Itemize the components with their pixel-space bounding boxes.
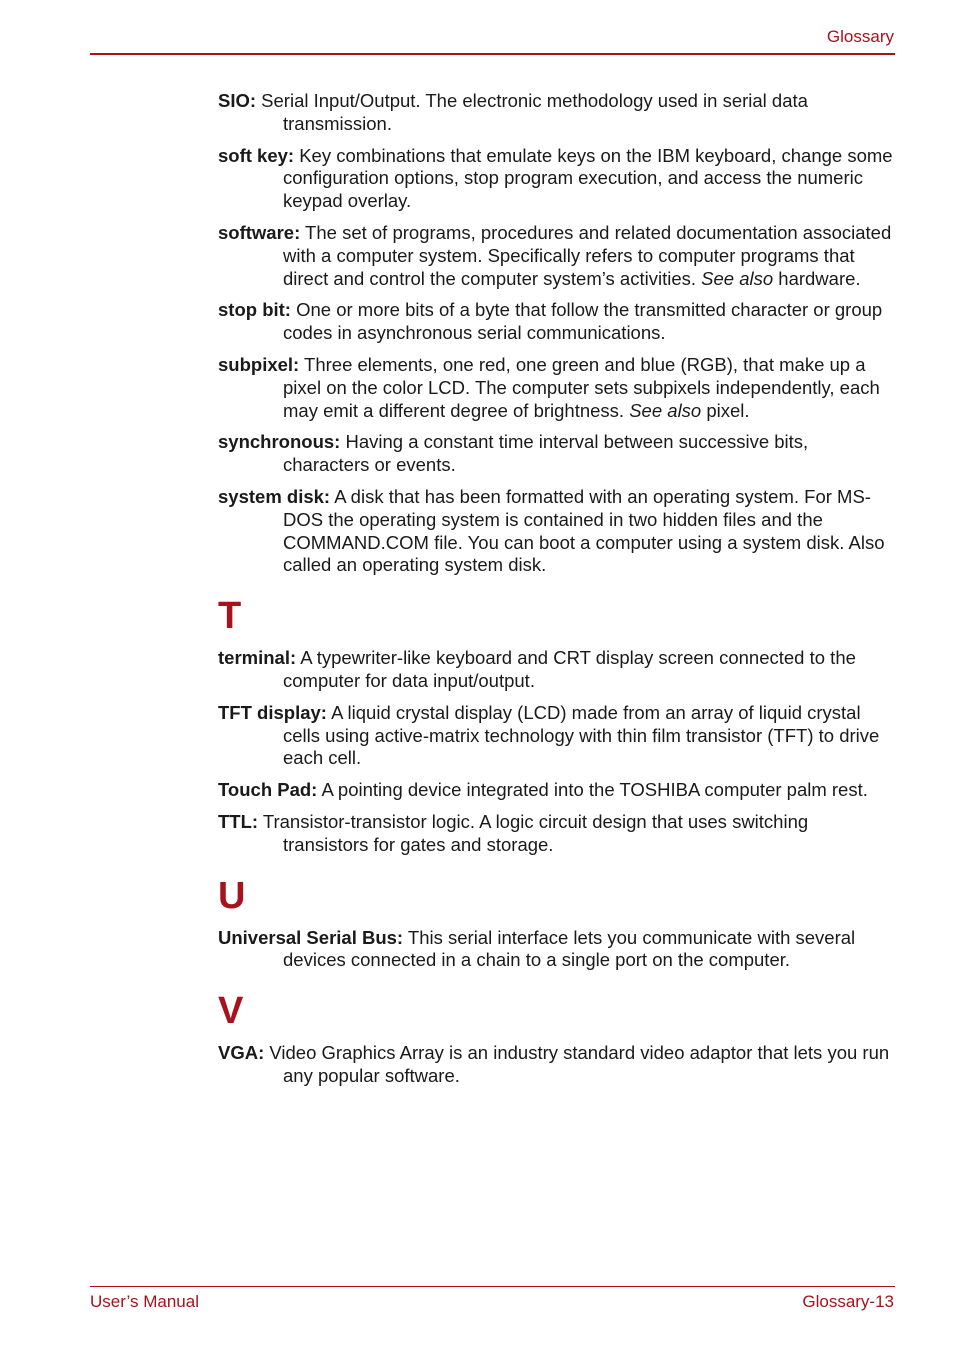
entry-term: synchronous: bbox=[218, 431, 341, 453]
glossary-entry-software bbox=[218, 222, 894, 290]
see-also-reference: See also bbox=[629, 399, 702, 421]
entry-definition: Having a constant time interval between successive bits, characters or events. bbox=[283, 431, 809, 476]
entry-definition: Key combinations that emulate keys on the IBM keyboard, change some configuration options, stop program execution, and access the numeric keypad overlay. bbox=[283, 144, 893, 212]
section-letter-u: U bbox=[218, 874, 246, 917]
entry-term: software: bbox=[218, 221, 301, 243]
glossary-entry-soft-key bbox=[218, 145, 894, 213]
header-rule bbox=[90, 53, 895, 55]
entry-definition: Three elements, one red, one green and blue (RGB), that make up a pixel on the color LCD. The computer sets subpixels independently, each may emit a different degree of brightness. bbox=[283, 353, 880, 421]
section-letter-t: T bbox=[218, 595, 242, 638]
entry-definition: The set of programs, procedures and related documentation associated with a computer system. Specifically refers to computer programs that direct and control the computer system’s activities. bbox=[283, 221, 892, 289]
entry-definition: Serial Input/Output. The electronic methodology used in serial data transmission. bbox=[256, 90, 808, 134]
entry-definition: A liquid crystal display (LCD) made from an array of liquid crystal cells using active-matrix technology with thin film transistor (TFT) to drive each cell. bbox=[283, 701, 880, 769]
entry-term: TTL: bbox=[218, 810, 259, 832]
glossary-entry-usb bbox=[218, 927, 894, 973]
glossary-entry-synchronous bbox=[218, 431, 894, 477]
entry-term: stop bit: bbox=[218, 299, 291, 321]
glossary-entry-sio bbox=[218, 90, 894, 136]
entry-term: VGA: bbox=[218, 1042, 265, 1064]
glossary-entry-touch-pad bbox=[218, 779, 894, 802]
glossary-entry-system-disk bbox=[218, 486, 894, 577]
entry-definition: One or more bits of a byte that follow the transmitted character or group codes in asynchronous serial communications. bbox=[283, 299, 883, 344]
glossary-entry-terminal bbox=[218, 647, 894, 693]
entry-term: system disk: bbox=[218, 485, 331, 507]
entry-definition: Video Graphics Array is an industry standard video adaptor that lets you run any popular software. bbox=[264, 1042, 890, 1086]
page-header-title: Glossary bbox=[826, 27, 894, 46]
see-also-target: hardware. bbox=[773, 267, 861, 289]
see-also-reference: See also bbox=[701, 267, 774, 289]
footer-page-number: Glossary-13 bbox=[802, 1292, 894, 1311]
entry-definition: This serial interface lets you communicate with several devices connected in a chain to a single port on the computer. bbox=[283, 926, 856, 971]
entry-definition: A typewriter-like keyboard and CRT display screen connected to the computer for data input/output. bbox=[283, 647, 856, 691]
entry-definition: A pointing device integrated into the TOSHIBA computer palm rest. bbox=[317, 779, 868, 801]
entry-term: SIO: bbox=[218, 90, 257, 111]
footer-rule bbox=[90, 1286, 895, 1287]
glossary-entry-stop-bit bbox=[218, 299, 894, 345]
entry-term: Touch Pad: bbox=[218, 779, 318, 801]
glossary-entry-tft-display bbox=[218, 702, 894, 770]
footer-manual-title: User’s Manual bbox=[90, 1292, 199, 1311]
glossary-entry-vga bbox=[218, 1042, 894, 1088]
entry-definition: Transistor-transistor logic. A logic circuit design that uses switching transistors for gates and storage. bbox=[258, 810, 809, 855]
entry-definition: A disk that has been formatted with an operating system. For MS-DOS the operating system is contained in two hidden files and the COMMAND.COM file. You can boot a computer using a system disk. Also called an operating system disk. bbox=[283, 485, 885, 576]
section-letter-v: V bbox=[218, 990, 244, 1033]
glossary-entry-ttl bbox=[218, 811, 894, 857]
entry-term: Universal Serial Bus: bbox=[218, 926, 404, 948]
glossary-entry-subpixel bbox=[218, 354, 894, 422]
entry-term: subpixel: bbox=[218, 353, 300, 375]
glossary-content bbox=[218, 90, 894, 1097]
entry-term: terminal: bbox=[218, 647, 297, 669]
entry-term: soft key: bbox=[218, 144, 295, 166]
see-also-target: pixel. bbox=[701, 399, 750, 421]
entry-term: TFT display: bbox=[218, 701, 327, 723]
